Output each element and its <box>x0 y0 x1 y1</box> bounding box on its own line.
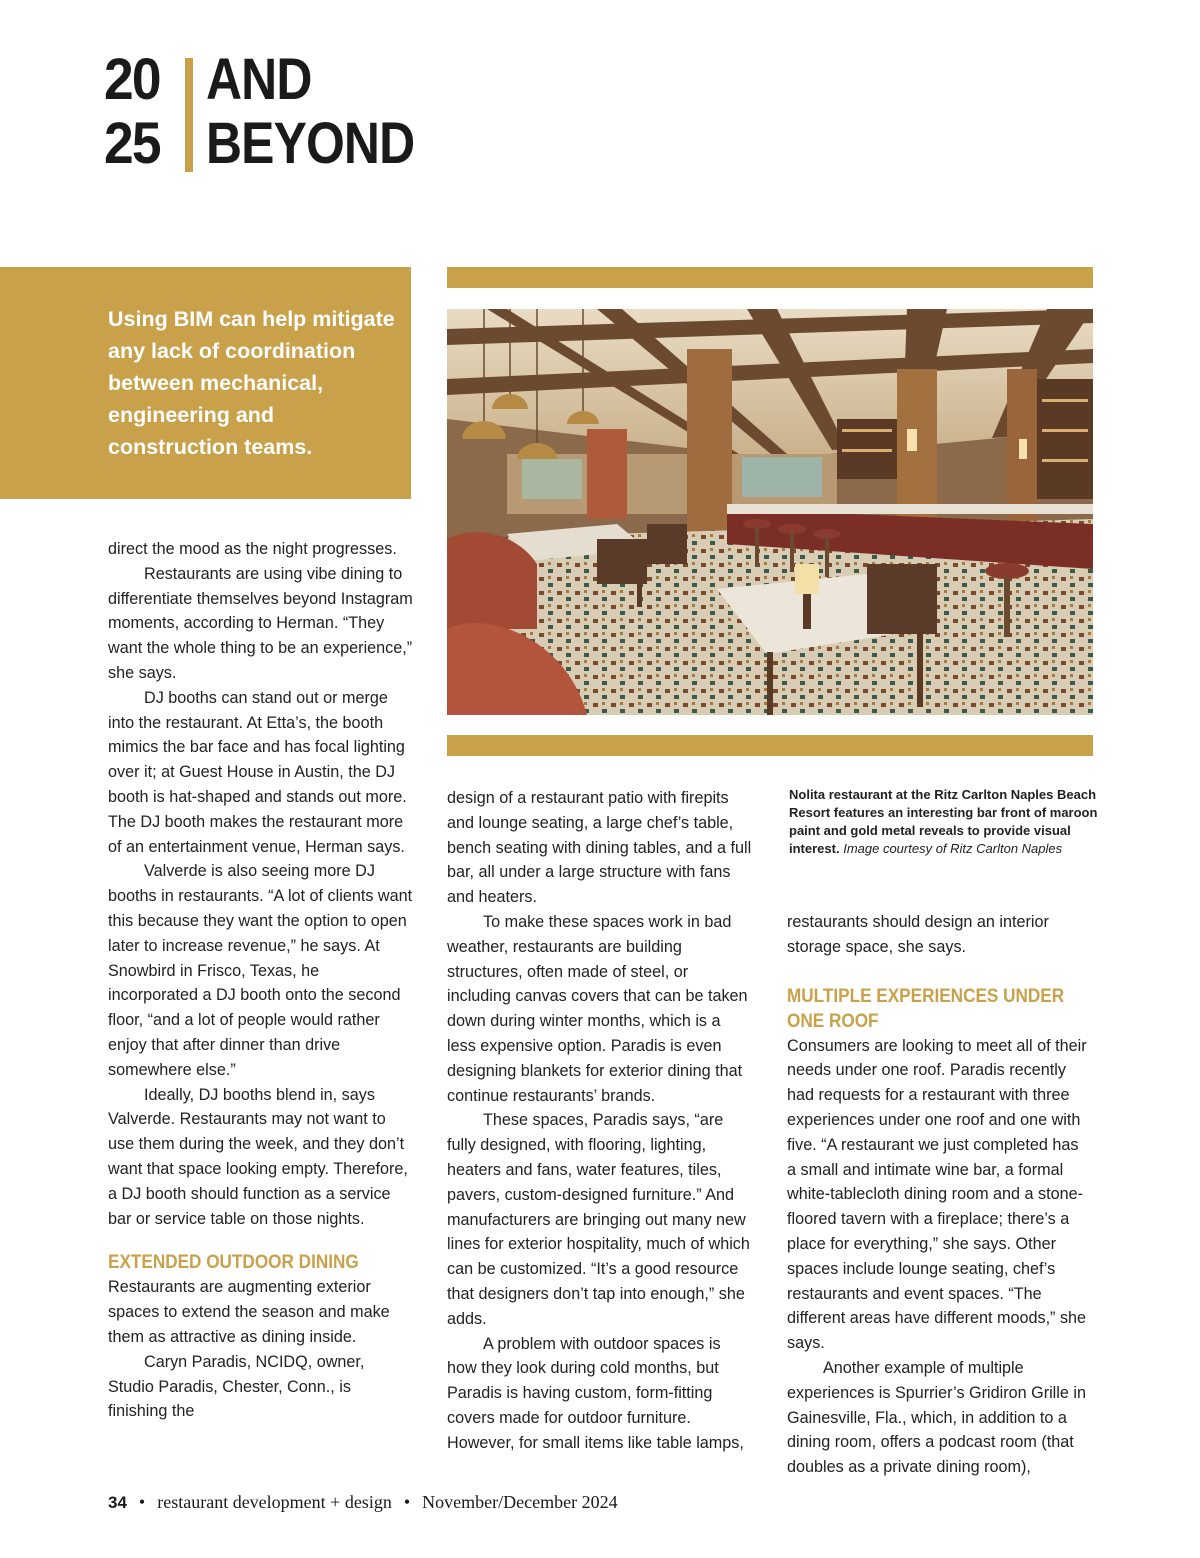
section-logo <box>104 48 424 178</box>
paragraph: These spaces, Paradis says, “are fully designed, with flooring, lighting, heaters and fans, water features, tiles, pavers, custom-designed furniture.” And manufacturers are bringing out many new lines for exterior hospitality, much of which can be customized. “It’s a good resource that designers don’t tap into enough,” she adds. <box>447 1111 750 1328</box>
logo-divider <box>185 58 193 172</box>
logo-word-bottom: BEYOND <box>206 111 415 176</box>
paragraph: Restaurants are augmenting exterior spaces to extend the season and make them as attractive as dining inside. <box>108 1278 390 1346</box>
column-2 <box>447 786 752 1456</box>
pull-quote: Using BIM can help mitigate any lack of coordination between mechanical, engineering and construction teams. <box>108 307 395 459</box>
caption-text: Nolita restaurant at the Ritz Carlton Naples Beach Resort features an interesting bar front of maroon paint and gold metal reveals to provide visual interest. <box>789 787 1098 856</box>
paragraph: A problem with outdoor spaces is how they look during cold months, but Paradis is having custom, form-fitting covers made for outdoor furniture. However, for small items like table lamps, <box>447 1334 744 1452</box>
paragraph: Restaurants are using vibe dining to differentiate themselves beyond Instagram moments, according to Herman. “They want the whole thing to be an experience,” she says. <box>108 564 413 682</box>
subhead-outdoor-dining: EXTENDED OUTDOOR DINING <box>108 1251 359 1274</box>
paragraph: restaurants should design an interior storage space, she says. <box>787 913 1049 956</box>
logo-year-bottom: 25 <box>104 111 160 176</box>
paragraph: direct the mood as the night progresses. <box>108 540 397 558</box>
logo-year <box>104 48 165 176</box>
photo-bottom-rule <box>447 735 1093 756</box>
paragraph: Consumers are looking to meet all of their needs under one roof. Paradis recently had requests for a restaurant with three experiences under one roof and one with five. “A restaurant we just completed has a small and intimate wine bar, a formal white-tablecloth dining room and a stone-floored tavern with a fireplace; there’s a place for everything,” she says. Other spaces include lounge seating, chef’s restaurants and event spaces. “The different areas have different moods,” she says. <box>787 1036 1087 1353</box>
paragraph: Ideally, DJ booths blend in, says Valverde. Restaurants may not want to use them during the week, and they don’t want that space looking empty. Therefore, a DJ booth should function as a service bar or service table on those nights. <box>108 1085 408 1228</box>
column-3 <box>787 910 1092 1480</box>
restaurant-photo <box>447 309 1093 715</box>
column-1 <box>108 537 413 1424</box>
paragraph: To make these spaces work in bad weather, restaurants are building structures, often made of steel, or including canvas covers that can be taken down during winter months, which is a less expensive option. Paradis is even designing blankets for exterior dining that continue restaurants’ brands. <box>447 912 748 1105</box>
publication-name: restaurant development + design <box>157 1492 392 1512</box>
subhead-line: MULTIPLE EXPERIENCES UNDER <box>787 984 1065 1007</box>
subhead-line: ONE ROOF <box>787 1009 879 1032</box>
photo-caption <box>789 786 1099 858</box>
page-footer <box>108 1492 618 1513</box>
subhead-multiple-experiences <box>787 984 1065 1034</box>
footer-separator: • <box>403 1492 411 1512</box>
paragraph: DJ booths can stand out or merge into the restaurant. At Etta’s, the booth mimics the bar face and has focal lighting over it; at Guest House in Austin, the DJ booth is hat-shaped and stands out more. The DJ booth makes the restaurant more of an entertainment venue, Herman says. <box>108 688 407 856</box>
logo-words <box>206 48 414 176</box>
issue-date: November/December 2024 <box>422 1492 618 1512</box>
logo-word-top: AND <box>206 47 312 112</box>
footer-separator: • <box>138 1492 146 1512</box>
paragraph: Caryn Paradis, NCIDQ, owner, Studio Paradis, Chester, Conn., is finishing the <box>108 1352 365 1421</box>
paragraph: design of a restaurant patio with firepits and lounge seating, a large chef’s table, bench seating with dining tables, and a full bar, all under a large structure with fans and heaters. <box>447 789 752 907</box>
caption-credit: Image courtesy of Ritz Carlton Naples <box>843 841 1063 856</box>
paragraph: Valverde is also seeing more DJ booths in restaurants. “A lot of clients want this because they want the option to open later to increase revenue,” he says. At Snowbird in Frisco, Texas, he incorporated a DJ booth onto the second floor, “and a lot of people would rather enjoy that after dinner than drive somewhere else.” <box>108 862 413 1079</box>
logo-year-top: 20 <box>104 47 160 112</box>
page-number: 34 <box>108 1493 127 1512</box>
paragraph: Another example of multiple experiences is Spurrier’s Gridiron Grille in Gainesville, Fla., which, in addition to a dining room, offers a podcast room (that doubles as a private dining room), <box>787 1358 1086 1477</box>
photo-top-rule <box>447 267 1093 288</box>
